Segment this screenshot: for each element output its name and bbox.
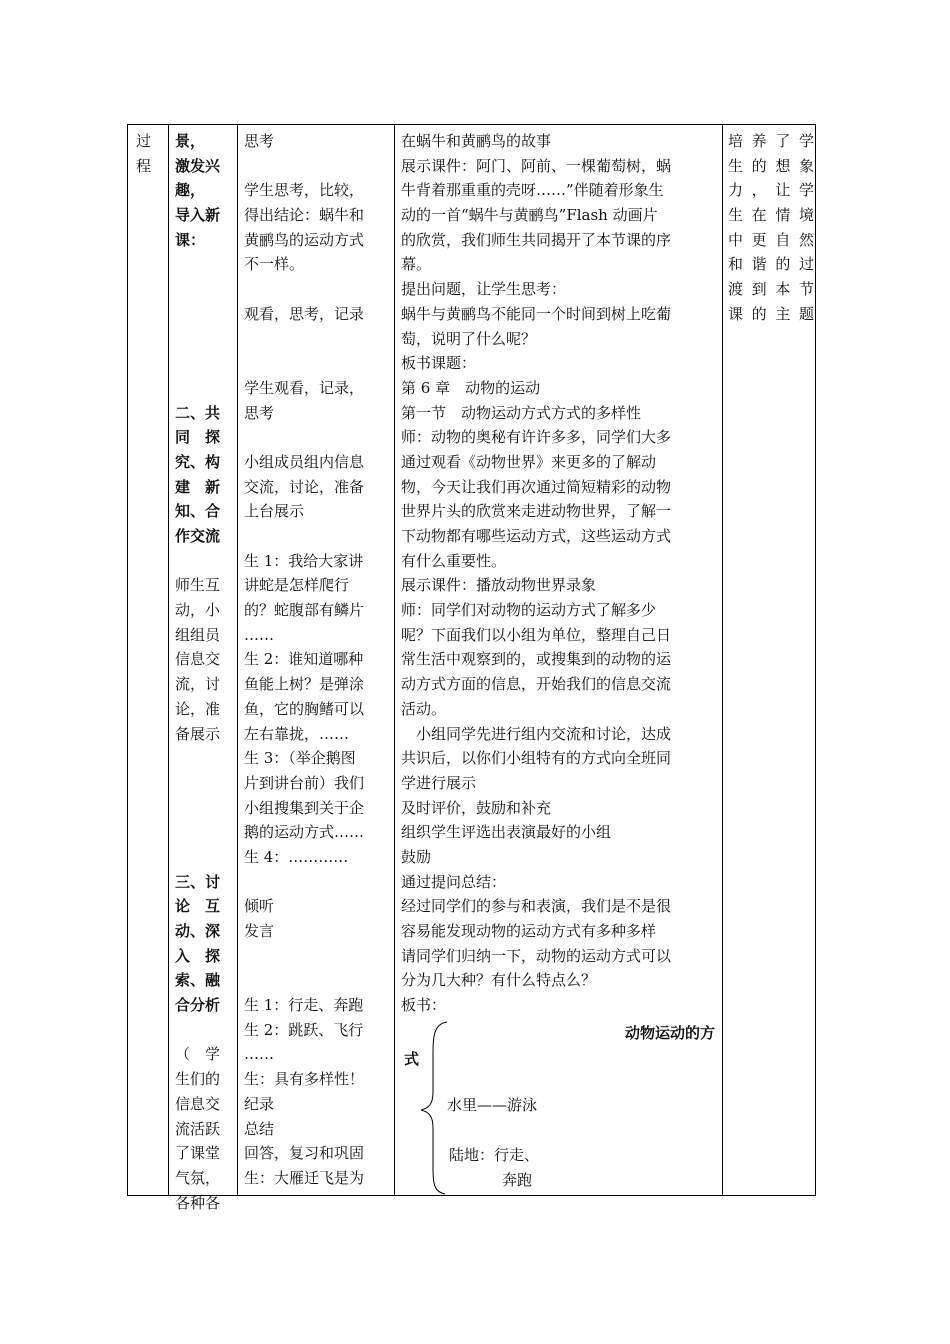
teacher-activity-line: 有什么重要性。 bbox=[401, 551, 507, 570]
board-land: 陆地：行走、 bbox=[449, 1146, 540, 1164]
teacher-activity-line: 动方式方面的信息，开始我们的信息交流 bbox=[401, 675, 672, 694]
student-activity-line: 生 1：我给大家讲 bbox=[244, 551, 364, 570]
teacher-activity-line: 活动。 bbox=[401, 699, 447, 718]
column-divider bbox=[237, 125, 238, 1195]
teacher-activity-line: 呢？下面我们以小组为单位，整理自己日 bbox=[401, 625, 672, 644]
stage-text: 过 bbox=[136, 132, 152, 150]
step-heading: 合分析 bbox=[175, 996, 221, 1015]
teacher-activity-line: 的欣赏，我们师生共同揭开了本节课的序 bbox=[401, 230, 672, 249]
student-activity-line: 得出结论：蜗牛和 bbox=[244, 206, 365, 225]
column-divider bbox=[168, 125, 169, 1195]
teacher-activity-line: 板书课题： bbox=[401, 354, 477, 373]
teacher-activity-line: 幕。 bbox=[401, 255, 432, 274]
design-intent-line: 和谐的过 bbox=[728, 255, 814, 274]
student-activity-line: 回答，复习和巩固 bbox=[244, 1144, 365, 1163]
student-activity-line bbox=[244, 870, 396, 895]
student-activity-line: 片到讲台前）我们 bbox=[244, 773, 365, 792]
board-title-end: 式 bbox=[404, 1050, 420, 1068]
step-heading: 索、融 bbox=[175, 971, 221, 990]
teacher-activity-line: 小组同学先进行组内交流和讨论，达成 bbox=[401, 724, 672, 743]
teacher-activity-line: 提出问题，让学生思考： bbox=[401, 280, 567, 299]
teacher-activity-line: 在蜗牛和黄鹂鸟的故事 bbox=[401, 132, 552, 150]
student-activity-line: 学生思考，比较， bbox=[244, 181, 365, 200]
board-water: 水里——游泳 bbox=[447, 1096, 538, 1114]
student-activity-line: 不一样。 bbox=[244, 255, 305, 274]
lesson-plan-table bbox=[127, 124, 816, 1212]
board-title: 动物运动的方 bbox=[624, 1024, 715, 1042]
student-activity-line: 生 2：谁知道哪种 bbox=[244, 650, 364, 669]
teacher-activity-line: 第一节 动物运动方式方式的多样性 bbox=[401, 403, 642, 422]
step-note: 师生互 bbox=[175, 576, 221, 595]
step-heading: 动、深 bbox=[175, 922, 221, 940]
student-activity-line: 生 3：（举企鹅图 bbox=[244, 749, 356, 768]
student-activity-line: 小组搜集到关于企 bbox=[244, 798, 365, 817]
teacher-activity-line: 常生活中观察到的，或搜集到的动物的运 bbox=[401, 650, 672, 669]
teacher-activity-column bbox=[401, 129, 719, 1018]
student-activity-line: 鹅的运动方式…… bbox=[244, 823, 365, 842]
student-activity-line: 上台展示 bbox=[244, 502, 305, 521]
student-activity-line bbox=[244, 524, 396, 549]
design-intent-line: 生在情境 bbox=[728, 206, 814, 225]
student-activity-line: 生：大雁迁飞是为 bbox=[244, 1168, 365, 1187]
step-heading: 景， bbox=[175, 132, 206, 150]
student-activity-line: 讲蛇是怎样爬行 bbox=[244, 576, 350, 595]
student-activity-line: 倾听 bbox=[244, 897, 275, 916]
step-note: 动，小 bbox=[175, 601, 221, 620]
student-activity-line: 思考 bbox=[244, 403, 275, 422]
student-activity-line bbox=[244, 351, 396, 376]
student-activity-line: 鱼能上树？是弹涂 bbox=[244, 675, 365, 694]
student-activity-line: 交流，讨论，准备 bbox=[244, 477, 365, 496]
student-activity-line bbox=[244, 154, 396, 179]
student-activity-line bbox=[244, 277, 396, 302]
student-activity-line: 左右靠拢，…… bbox=[244, 724, 350, 743]
teacher-activity-line: 师：同学们对动物的运动方式了解多少 bbox=[401, 601, 657, 620]
student-activity-column bbox=[244, 129, 396, 1191]
student-activity-line: 小组成员组内信息 bbox=[244, 452, 365, 471]
design-intent-line: 中更自然 bbox=[728, 230, 814, 249]
step-heading: 课： bbox=[175, 230, 206, 249]
student-activity-line: 发言 bbox=[244, 922, 275, 940]
design-intent-column bbox=[728, 129, 814, 327]
teacher-activity-line: 鼓励 bbox=[401, 847, 432, 866]
student-activity-line bbox=[244, 968, 396, 993]
student-activity-line bbox=[244, 327, 396, 352]
teacher-activity-line: 共识后，以你们小组特有的方式向全班同 bbox=[401, 749, 672, 768]
step-heading: 三、讨 bbox=[175, 872, 221, 891]
step-note: 信息交 bbox=[175, 1094, 221, 1113]
step-heading: 知、合 bbox=[175, 502, 221, 521]
teacher-activity-line: 蜗牛与黄鹂鸟不能同一个时间到树上吃葡 bbox=[401, 304, 672, 323]
step-note: 生们的 bbox=[175, 1070, 221, 1089]
student-activity-line: …… bbox=[244, 625, 274, 644]
step-heading: 论 互 bbox=[175, 897, 221, 916]
step-heading: 同 探 bbox=[175, 428, 221, 447]
board-diagram bbox=[401, 1018, 719, 1196]
stage-text: 程 bbox=[136, 156, 152, 175]
teacher-activity-line: 容易能发现动物的运动方式有多种多样 bbox=[401, 922, 657, 940]
step-heading: 趣， bbox=[175, 181, 206, 200]
student-activity-line: 的？蛇腹部有鳞片 bbox=[244, 601, 365, 620]
step-note: 论，准 bbox=[175, 699, 221, 718]
teacher-activity-line: 萄，说明了什么呢？ bbox=[401, 329, 537, 348]
teacher-activity-line: 展示课件：阿门、阿前、一棵葡萄树，蜗 bbox=[401, 156, 672, 175]
student-activity-line: 鱼，它的胸鳍可以 bbox=[244, 699, 365, 718]
column-divider bbox=[722, 125, 723, 1195]
teacher-activity-line: 第 6 章 动物的运动 bbox=[401, 378, 541, 397]
teacher-activity-line: 牛背着那重重的壳呀……”伴随着形象生 bbox=[401, 181, 664, 200]
teacher-activity-line: 分为几大种？有什么特点么？ bbox=[401, 971, 597, 990]
step-heading: 导入新 bbox=[175, 206, 221, 225]
step-note: 气氛， bbox=[175, 1168, 221, 1187]
design-intent-line: 力，让学 bbox=[728, 181, 814, 200]
teacher-activity-line: 动的一首“蜗牛与黄鹂鸟”Flash 动画片 bbox=[401, 206, 658, 225]
step-note: （ 学 bbox=[175, 1045, 221, 1064]
step-heading: 究、构 bbox=[175, 452, 221, 471]
teacher-activity-line: 展示课件：播放动物世界录象 bbox=[401, 576, 597, 595]
student-activity-line: 纪录 bbox=[244, 1094, 275, 1113]
student-activity-line: 生：具有多样性！ bbox=[244, 1070, 365, 1089]
step-note: 各种各 bbox=[175, 1193, 221, 1212]
teacher-activity-line: 世界片头的欣赏来走进动物世界，了解一 bbox=[401, 502, 672, 521]
teacher-activity-line: 学进行展示 bbox=[401, 773, 477, 792]
teacher-activity-line: 通过提问总结： bbox=[401, 872, 507, 891]
step-note: 组组员 bbox=[175, 625, 221, 644]
teacher-activity-line: 经过同学们的参与和表演，我们是不是很 bbox=[401, 897, 672, 916]
steps-column bbox=[175, 129, 235, 1215]
step-heading: 激发兴 bbox=[175, 156, 221, 175]
student-activity-line: 生 2：跳跃、飞行 bbox=[244, 1020, 364, 1039]
student-activity-line: 思考 bbox=[244, 132, 275, 150]
step-note: 流活跃 bbox=[175, 1119, 221, 1138]
step-note: 信息交 bbox=[175, 650, 221, 669]
step-note: 流，讨 bbox=[175, 675, 221, 694]
teacher-activity-line: 物，今天让我们再次通过简短精彩的动物 bbox=[401, 477, 672, 496]
student-activity-line: 黄鹂鸟的运动方式 bbox=[244, 230, 365, 249]
teacher-activity-line: 下动物都有哪些运动方式，这些运动方式 bbox=[401, 527, 672, 545]
student-activity-line: 学生观看，记录， bbox=[244, 378, 365, 397]
student-activity-line: 总结 bbox=[244, 1119, 275, 1138]
step-note: 了课堂 bbox=[175, 1144, 221, 1163]
student-activity-line: 生 1：行走、奔跑 bbox=[244, 996, 364, 1015]
stage-column bbox=[136, 129, 164, 178]
board-land-2: 奔跑 bbox=[502, 1171, 533, 1189]
student-activity-line bbox=[244, 944, 396, 969]
teacher-activity-line: 板书： bbox=[401, 996, 447, 1015]
design-intent-line: 生的想象 bbox=[728, 156, 814, 175]
step-heading: 二、共 bbox=[175, 403, 221, 422]
design-intent-line: 渡到本节 bbox=[728, 280, 814, 299]
student-activity-line: 观看，思考，记录 bbox=[244, 304, 365, 323]
student-activity-line: …… bbox=[244, 1045, 274, 1064]
student-activity-line bbox=[244, 425, 396, 450]
step-heading: 建 新 bbox=[175, 477, 221, 496]
design-intent-line: 培养了学 bbox=[728, 132, 814, 150]
teacher-activity-line: 请同学们归纳一下，动物的运动方式可以 bbox=[401, 946, 672, 965]
teacher-activity-line: 通过观看《动物世界》来更多的了解动 bbox=[401, 452, 657, 471]
teacher-activity-line: 及时评价，鼓励和补充 bbox=[401, 798, 552, 817]
step-heading: 作交流 bbox=[175, 527, 221, 545]
teacher-activity-line: 师：动物的奥秘有许许多多，同学们大多 bbox=[401, 428, 672, 447]
design-intent-line: 课的主题 bbox=[728, 304, 814, 323]
step-heading: 入 探 bbox=[175, 946, 221, 965]
student-activity-line: 生 4：………… bbox=[244, 847, 349, 866]
teacher-activity-line: 组织学生评选出表演最好的小组 bbox=[401, 823, 612, 842]
step-note: 备展示 bbox=[175, 724, 221, 743]
